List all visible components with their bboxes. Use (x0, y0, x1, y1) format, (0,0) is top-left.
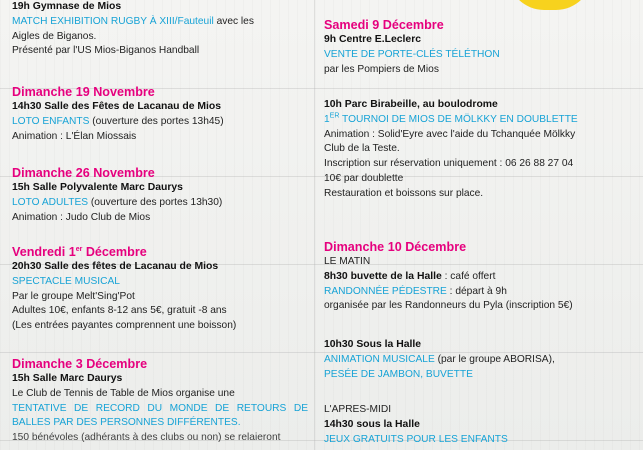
event-title-suffix: avec les (213, 15, 254, 27)
event-randonnee (324, 239, 636, 314)
event-detail: Animation : L'Élan Miossais (12, 130, 137, 142)
event-title: ANIMATION MUSICALE (324, 353, 435, 365)
event-detail: Par le groupe Melt'Sing'Pot (12, 290, 135, 302)
event-day: Samedi 9 Décembre (324, 18, 444, 32)
event-detail: Aigles de Biganos. (12, 30, 97, 42)
event-detail: Animation : Judo Club de Mios (12, 211, 151, 223)
event-location: 15h Salle Polyvalente Marc Daurys (12, 182, 183, 193)
event-molkky (324, 98, 636, 202)
event-title: LOTO ADULTES (12, 196, 89, 208)
event-detail: Animation : Solid'Eyre avec l'aide du Tchanquée Mölkky (324, 128, 576, 140)
event-title: RANDONNÉE PÉDESTRE (324, 285, 447, 297)
event-title: JEUX GRATUITS POUR LES ENFANTS (324, 433, 508, 445)
event-detail: 150 bénévoles (adhérants à des clubs ou non) se relaieront (12, 432, 281, 444)
event-detail: Adultes 10€, enfants 8-12 ans 5€, gratuit -8 ans (12, 305, 227, 317)
event-title-suffix: (ouverture des portes 13h45) (89, 115, 224, 127)
event-title: MATCH EXHIBITION RUGBY À XIII/Fauteuil (12, 15, 214, 27)
event-location: 20h30 Salle des fêtes de Lacanau de Mios (12, 261, 219, 272)
event-loto-enfants (12, 84, 308, 144)
event-location: 9h Centre E.Leclerc (324, 34, 422, 45)
event-detail: Le Club de Tennis de Table de Mios organise une (12, 387, 235, 399)
event-rugby (12, 0, 308, 59)
event-detail: (Les entrées payantes comprennent une boisson) (12, 320, 237, 332)
event-jeux (324, 403, 636, 447)
event-detail: 10€ par doublette (324, 172, 404, 184)
event-location: 15h Salle Marc Daurys (12, 373, 123, 384)
section-label: L'APRES-MIDI (324, 404, 392, 415)
event-title: TENTATIVE DE RECORD DU MONDE DE RETOURS DE BALLES PAR DES PERSONNES DIFFÉRENTES. (12, 402, 308, 429)
event-detail: Inscription sur réservation uniquement : 06 26 88 27 04 (324, 158, 574, 170)
event-loto-adultes (12, 165, 308, 225)
event-record (12, 356, 308, 446)
event-title: SPECTACLE MUSICAL (12, 275, 120, 287)
event-detail: Restauration et boissons sur place. (324, 187, 484, 199)
event-animation (324, 338, 636, 382)
event-detail: organisée par les Randonneurs du Pyla (inscription 5€) (324, 300, 573, 312)
event-location: 14h30 sous la Halle (324, 418, 420, 430)
event-title: VENTE DE PORTE-CLÉS TÉLÉTHON (324, 48, 500, 60)
event-location: 14h30 Salle des Fêtes de Lacanau de Mios (12, 101, 222, 112)
event-title: PESÉE DE JAMBON, BUVETTE (324, 368, 473, 380)
event-spectacle (12, 244, 308, 334)
sun-shape (508, 0, 592, 10)
event-title: 1ER TOURNOI DE MIOS DE MÖLKKY EN DOUBLETTE (324, 112, 578, 125)
event-location: 10h30 Sous la Halle (324, 339, 422, 350)
event-detail: par les Pompiers de Mios (324, 63, 439, 75)
event-day: Dimanche 26 Novembre (12, 166, 155, 180)
event-day: Vendredi 1er Décembre (12, 245, 147, 259)
event-detail: Club de la Teste. (324, 143, 400, 155)
event-title-suffix: (ouverture des portes 13h30) (88, 196, 223, 208)
event-location: 8h30 buvette de la Halle (324, 270, 442, 282)
event-telethon (324, 17, 636, 77)
event-title: LOTO ENFANTS (12, 115, 90, 127)
event-day: Dimanche 10 Décembre (324, 240, 467, 254)
event-day: Dimanche 19 Novembre (12, 85, 155, 99)
event-location: 19h Gymnase de Mios (12, 1, 122, 12)
event-location: 10h Parc Birabeille, au boulodrome (324, 99, 498, 110)
column-divider (314, 0, 315, 450)
event-title-suffix: (par le groupe ABORISA), (434, 353, 555, 365)
event-title-suffix: : départ à 9h (446, 285, 507, 297)
event-detail: Présenté par l'US Mios-Biganos Handball (12, 45, 200, 57)
event-location-suffix: : café offert (441, 270, 496, 282)
section-label: LE MATIN (324, 256, 371, 267)
event-day: Dimanche 3 Décembre (12, 357, 148, 371)
